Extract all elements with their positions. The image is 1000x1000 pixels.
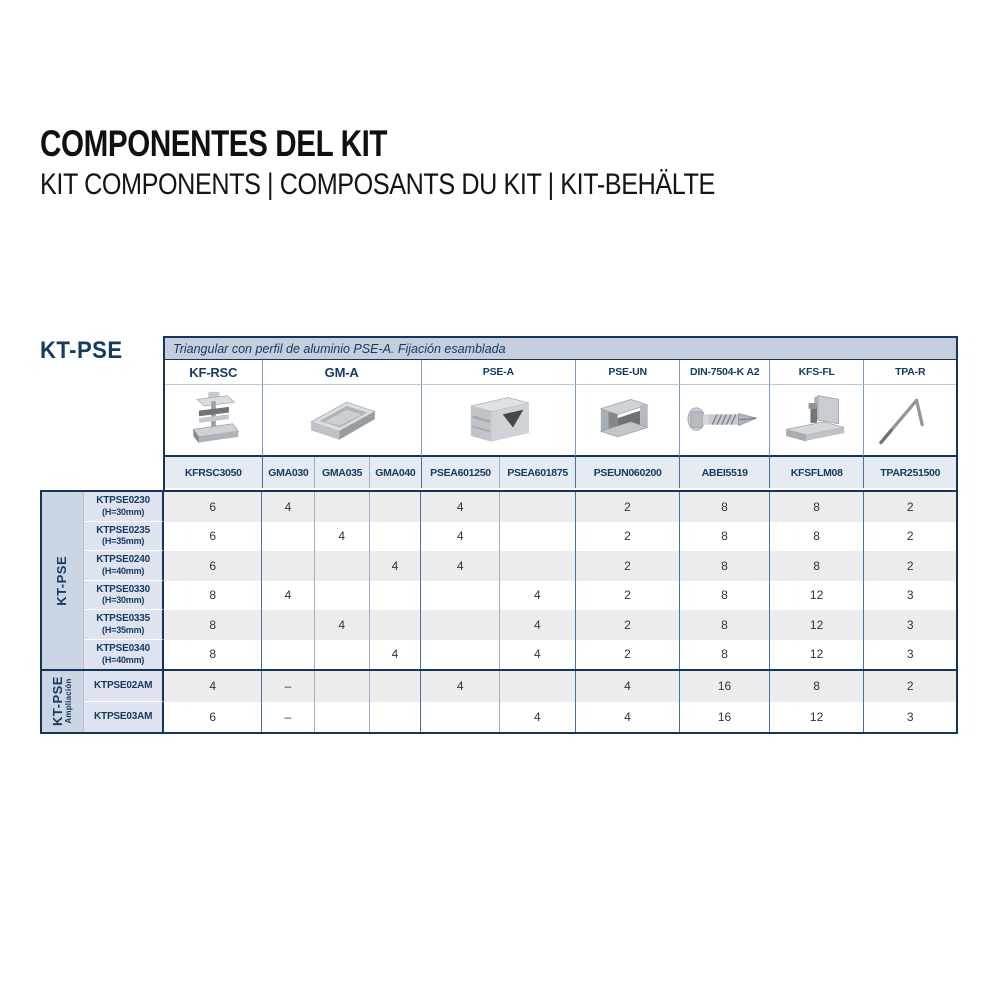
data-cell: 3	[863, 640, 956, 670]
section-group-title: KT-PSE	[54, 555, 70, 606]
components-table-header	[163, 336, 958, 490]
data-cell	[369, 492, 421, 522]
data-cell: 2	[863, 671, 956, 702]
data-cell: –	[261, 671, 314, 702]
data-cell: 6	[164, 522, 261, 552]
section-group-label	[42, 671, 84, 732]
row-height: (H=35mm)	[102, 624, 145, 635]
data-cell	[369, 581, 421, 611]
row-code: KTPSE0230	[96, 495, 151, 507]
group-header-pse-a: PSE-A	[421, 360, 575, 385]
data-cell: 4	[499, 581, 575, 611]
data-cell: 2	[575, 581, 680, 611]
data-cell: 2	[575, 551, 680, 581]
data-cell: 2	[863, 551, 956, 581]
data-cell	[420, 610, 499, 640]
section-group-subtitle: Ampliación	[64, 678, 74, 725]
rail-profile-image	[421, 385, 575, 457]
data-cell: 4	[499, 702, 575, 733]
data-cell: 4	[261, 492, 314, 522]
row-label	[84, 640, 165, 670]
data-cell: 12	[769, 581, 864, 611]
part-number-cell: TPAR251500	[863, 457, 956, 488]
data-cell: 4	[369, 551, 421, 581]
data-cell: 4	[314, 522, 369, 552]
data-cell: 4	[575, 702, 680, 733]
data-cell	[314, 702, 369, 733]
row-code: KTPSE0335	[96, 613, 151, 625]
row-code: KTPSE03AM	[94, 711, 153, 722]
data-cell	[314, 640, 369, 670]
data-cell	[420, 581, 499, 611]
row-height: (H=40mm)	[102, 654, 145, 665]
data-cell: 8	[679, 581, 769, 611]
data-cell: 16	[679, 671, 769, 702]
data-cell	[314, 671, 369, 702]
row-height: (H=30mm)	[102, 595, 145, 606]
self-drilling-screw-image	[679, 385, 769, 457]
row-code: KTPSE0240	[96, 554, 151, 566]
data-cell	[499, 492, 575, 522]
part-number-cell: GMA040	[369, 457, 421, 488]
table-section	[42, 669, 956, 732]
data-cell	[499, 551, 575, 581]
part-number-cell: ABEI5519	[679, 457, 769, 488]
row-code: KTPSE0235	[96, 524, 151, 536]
data-cell: 8	[679, 492, 769, 522]
data-cell: 8	[769, 522, 864, 552]
row-label	[84, 581, 165, 611]
data-cell	[369, 610, 421, 640]
bent-rod-image	[863, 385, 956, 457]
data-cell: 4	[420, 551, 499, 581]
data-cell: 6	[164, 702, 261, 733]
data-cell	[261, 610, 314, 640]
row-height: (H=40mm)	[102, 565, 145, 576]
part-number-cell: GMA030	[262, 457, 315, 488]
group-header-din-7504-k-a2: DIN-7504-K A2	[679, 360, 769, 385]
data-cell	[420, 640, 499, 670]
part-number-cell: KFSFLM08	[769, 457, 864, 488]
data-cell: 2	[575, 492, 680, 522]
row-height: (H=30mm)	[102, 506, 145, 517]
union-profile-image	[575, 385, 679, 457]
clamp-assembly-image	[165, 385, 262, 457]
data-cell: 4	[420, 671, 499, 702]
data-cell: 4	[314, 610, 369, 640]
data-cell	[369, 702, 421, 733]
row-code: KTPSE0330	[96, 583, 151, 595]
section-group-label	[42, 492, 84, 669]
data-cell: 3	[863, 702, 956, 733]
row-height: (H=35mm)	[102, 536, 145, 547]
data-cell: 3	[863, 610, 956, 640]
kit-description-bar: Triangular con perfil de aluminio PSE-A. Fijación esamblada	[165, 338, 956, 360]
kit-name: KT-PSE	[40, 337, 123, 364]
components-table-body	[40, 490, 958, 734]
data-cell: 3	[863, 581, 956, 611]
data-cell: 8	[679, 610, 769, 640]
data-cell	[499, 522, 575, 552]
row-label	[84, 492, 165, 522]
row-label	[84, 671, 165, 702]
data-cell: 2	[575, 640, 680, 670]
data-cell: 8	[164, 581, 261, 611]
end-clamp-image	[769, 385, 864, 457]
data-cell	[261, 551, 314, 581]
data-cell: 8	[769, 671, 864, 702]
data-cell	[261, 640, 314, 670]
row-label	[84, 522, 165, 552]
data-cell: 2	[575, 610, 680, 640]
data-cell: 8	[164, 610, 261, 640]
data-cell: 12	[769, 640, 864, 670]
page-subtitle: KIT COMPONENTS | COMPOSANTS DU KIT | KIT-BEHÄLTE	[40, 168, 715, 201]
data-cell: 12	[769, 702, 864, 733]
row-label	[84, 610, 165, 640]
section-group-title: KT-PSE	[50, 676, 66, 727]
row-code: KTPSE0340	[96, 643, 151, 655]
data-cell: 8	[769, 551, 864, 581]
data-cell: 4	[575, 671, 680, 702]
part-number-cell: PSEUN060200	[575, 457, 679, 488]
data-cell: 4	[369, 640, 421, 670]
data-cell: 8	[769, 492, 864, 522]
data-cell	[420, 702, 499, 733]
group-header-gm-a: GM-A	[262, 360, 421, 385]
group-header-kf-rsc: KF-RSC	[165, 360, 262, 385]
data-cell: 2	[575, 522, 680, 552]
data-cell: 4	[420, 492, 499, 522]
data-cell: 12	[769, 610, 864, 640]
data-cell: 16	[679, 702, 769, 733]
data-cell: 4	[499, 640, 575, 670]
row-label	[84, 702, 165, 733]
part-number-cell: KFRSC3050	[165, 457, 262, 488]
table-section	[42, 492, 956, 669]
data-cell	[369, 671, 421, 702]
group-header-pse-un: PSE-UN	[575, 360, 679, 385]
data-cell: 2	[863, 492, 956, 522]
data-cell: 4	[420, 522, 499, 552]
data-cell: 4	[261, 581, 314, 611]
row-label	[84, 551, 165, 581]
row-code: KTPSE02AM	[94, 680, 153, 691]
channel-profile-image	[262, 385, 421, 457]
data-cell: 4	[499, 610, 575, 640]
data-cell	[314, 551, 369, 581]
data-cell: 6	[164, 492, 261, 522]
part-number-cell: PSEA601250	[421, 457, 500, 488]
data-cell	[314, 492, 369, 522]
page-title: COMPONENTES DEL KIT	[40, 123, 388, 164]
data-cell: 8	[679, 551, 769, 581]
data-cell: 8	[679, 640, 769, 670]
part-number-cell: GMA035	[314, 457, 369, 488]
data-cell	[314, 581, 369, 611]
data-cell: 6	[164, 551, 261, 581]
data-cell	[369, 522, 421, 552]
group-header-tpa-r: TPA-R	[863, 360, 956, 385]
data-cell: 8	[164, 640, 261, 670]
part-number-cell: PSEA601875	[499, 457, 575, 488]
data-cell	[261, 522, 314, 552]
data-cell: 8	[679, 522, 769, 552]
data-cell: 4	[164, 671, 261, 702]
data-cell: 2	[863, 522, 956, 552]
group-header-kfs-fl: KFS-FL	[769, 360, 864, 385]
data-cell: –	[261, 702, 314, 733]
data-cell	[499, 671, 575, 702]
